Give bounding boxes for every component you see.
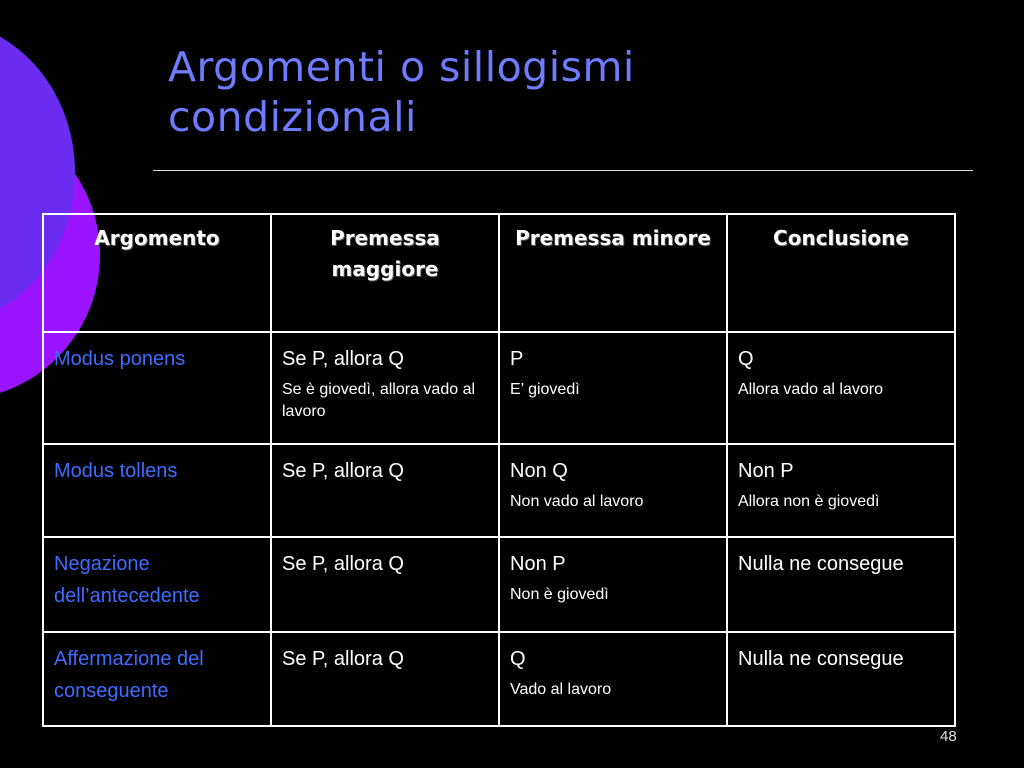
- cell-argomento: [43, 332, 271, 444]
- header-premessa-maggiore: Premessa maggiore: [271, 214, 499, 332]
- premessa-maggiore-text: Se P, allora Q: [282, 648, 404, 670]
- conclusione-example: Allora vado al lavoro: [738, 381, 883, 398]
- premessa-minore-example: Vado al lavoro: [510, 681, 612, 698]
- premessa-minore-text: Non P: [510, 553, 566, 575]
- cell-premessa-maggiore: [271, 444, 499, 537]
- argomento-text: Modus ponens: [54, 348, 186, 370]
- cell-premessa-maggiore: [271, 537, 499, 632]
- premessa-minore-text: Non Q: [510, 460, 568, 482]
- cell-premessa-minore: [499, 632, 727, 726]
- cell-conclusione: [727, 332, 955, 444]
- premessa-maggiore-text: Se P, allora Q: [282, 460, 404, 482]
- cell-argomento: [43, 537, 271, 632]
- header-row: [43, 214, 955, 332]
- header-argomento: Argomento: [43, 214, 271, 332]
- cell-argomento: [43, 444, 271, 537]
- premessa-maggiore-text: Se P, allora Q: [282, 553, 404, 575]
- syllogism-table: [42, 213, 956, 727]
- premessa-maggiore-example: Se è giovedì, allora vado al lavoro: [282, 381, 476, 420]
- argomento-text: Modus tollens: [54, 460, 178, 482]
- header-premessa-minore: Premessa minore: [499, 214, 727, 332]
- slide-title: [168, 42, 868, 142]
- table-row: [43, 332, 955, 444]
- cell-premessa-maggiore: [271, 632, 499, 726]
- argomento-text: Affermazione del conseguente: [54, 648, 204, 702]
- premessa-maggiore-text: Se P, allora Q: [282, 348, 404, 370]
- cell-premessa-minore: [499, 444, 727, 537]
- premessa-minore-example: Non è giovedì: [510, 586, 609, 603]
- page-number: 48: [940, 728, 957, 745]
- conclusione-text: Nulla ne consegue: [738, 553, 904, 575]
- table-row: [43, 537, 955, 632]
- cell-conclusione: [727, 632, 955, 726]
- cell-argomento: [43, 632, 271, 726]
- cell-premessa-minore: [499, 537, 727, 632]
- premessa-minore-text: P: [510, 348, 524, 370]
- premessa-minore-example: E’ giovedì: [510, 381, 580, 398]
- cell-conclusione: [727, 537, 955, 632]
- conclusione-text: Q: [738, 348, 754, 370]
- table-row: [43, 632, 955, 726]
- premessa-minore-text: Q: [510, 648, 526, 670]
- slide-title-line-1: Argomenti o sillogismi: [168, 43, 635, 91]
- conclusione-text: Nulla ne consegue: [738, 648, 904, 670]
- header-conclusione: Conclusione: [727, 214, 955, 332]
- premessa-minore-example: Non vado al lavoro: [510, 493, 644, 510]
- argomento-text: Negazione dell’antecedente: [54, 553, 200, 607]
- title-divider: [153, 170, 973, 171]
- cell-conclusione: [727, 444, 955, 537]
- table-row: [43, 444, 955, 537]
- slide-title-line-2: condizionali: [168, 93, 417, 141]
- cell-premessa-maggiore: [271, 332, 499, 444]
- conclusione-example: Allora non è giovedì: [738, 493, 880, 510]
- cell-premessa-minore: [499, 332, 727, 444]
- conclusione-text: Non P: [738, 460, 794, 482]
